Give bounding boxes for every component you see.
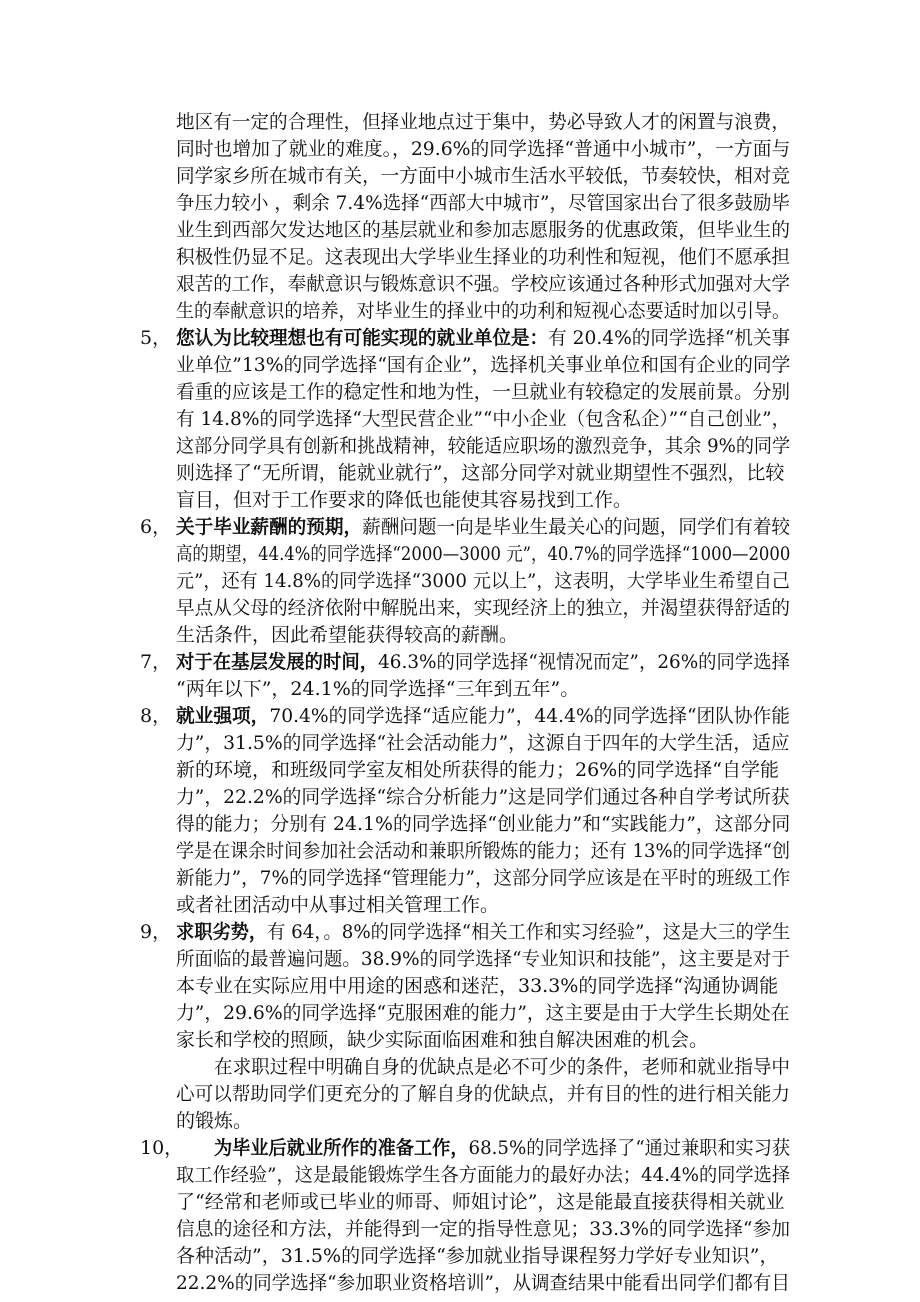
item-heading: 求职劣势，: [176, 921, 268, 943]
list-item-first-line: [176, 515, 790, 539]
text-line: 看重的应该是工作的稳定性和地为性，一旦就业有较稳定的发展前景。分别: [176, 381, 791, 403]
list-item-first-line: [176, 704, 790, 728]
text-line: 本专业在实际应用中用途的困惑和迷茫，33.3%的同学选择“沟通协调能: [176, 975, 779, 997]
text-line: 争压力较小 ，剩余 7.4%选择“西部大中城市”，尽管国家出台了很多鼓励毕: [176, 192, 790, 214]
list-item-first-line: [176, 326, 790, 350]
paragraph-line: 在求职过程中明确自身的优缺点是必不可少的条件，老师和就业指导中: [214, 1056, 790, 1078]
text-line: 生活条件，因此希望能获得较高的薪酬。: [176, 624, 519, 646]
text-line: 这部分同学具有创新和挑战精神，较能适应职场的激烈竞争，其余 9%的同学: [176, 435, 791, 457]
paragraph-line: 的锻炼。: [176, 1110, 253, 1132]
list-number: 8，: [140, 705, 172, 727]
text-line: 得的能力；分别有 24.1%的同学选择“创业能力”和“实践能力”，这部分同: [176, 813, 791, 835]
text-line: 艰苦的工作，奉献意识与锻炼意识不强。学校应该通过各种形式加强对大学: [176, 273, 791, 295]
text-line: 业单位”13%的同学选择“国有企业”，选择机关事业单位和国有企业的同学: [176, 354, 791, 376]
paragraph-line: 心可以帮助同学们更充分的了解自身的优缺点，并有目的性的进行相关能力: [176, 1083, 791, 1105]
text-line: 盲目，但对于工作要求的降低也能使其容易找到工作。: [176, 489, 633, 511]
text-line: 力”，22.2%的同学选择“综合分析能力”这是同学们通过各种自学考试所获: [176, 786, 790, 808]
text-line: 取工作经验”，这是最能锻炼学生各方面能力的最好办法；44.4%的同学选择: [176, 1164, 791, 1186]
text-line: 高的期望，44.4%的同学选择“2000—3000 元”，40.7%的同学选择“1000—2000: [176, 543, 791, 565]
item-heading: 您认为比较理想也有可能实现的就业单位是：: [176, 327, 549, 349]
list-number: 10，: [140, 1137, 184, 1159]
text-line: 所面临的最普遍问题。38.9%的同学选择“专业知识和技能”，这主要是对于: [176, 948, 790, 970]
text-line: 元”，还有 14.8%的同学选择“3000 元以上”，这表明，大学毕业生希望自己: [176, 570, 790, 592]
list-number: 9，: [140, 921, 172, 943]
text-line: 则选择了“无所谓，能就业就行”，这部分同学对就业期望性不强烈，比较: [176, 462, 785, 484]
text-line: 22.2%的同学选择“参加职业资格培训”，从调查结果中能看出同学们都有目: [176, 1272, 790, 1294]
text-line: 新能力”，7%的同学选择“管理能力”，这部分同学应该是在平时的班级工作: [176, 867, 791, 889]
text-line: 早点从父母的经济依附中解脱出来，实现经济上的独立，并渴望获得舒适的: [176, 597, 791, 619]
list-number: 7，: [140, 651, 172, 673]
list-item-first-line: [214, 1136, 790, 1160]
text-line: 有 14.8%的同学选择“大型民营企业”“中小企业（包含私企）”“自己创业”，: [176, 408, 791, 430]
text-line: 同学家乡所在城市有关，一方面中小城市生活水平较低，节奏较快，相对竞: [176, 165, 791, 187]
text-line: 业生到西部欠发达地区的基层就业和参加志愿服务的优惠政策，但毕业生的: [176, 219, 791, 241]
text-line: 积极性仍显不足。这表现出大学毕业生择业的功利性和短视，他们不愿承担: [176, 246, 791, 268]
text-line: 或者社团活动中从事过相关管理工作。: [176, 894, 500, 916]
text-line: 同时也增加了就业的难度。，29.6%的同学选择“普通中小城市”，一方面与: [176, 138, 791, 160]
item-text: 46.3%的同学选择“视情况而定”，26%的同学选择: [378, 651, 791, 673]
item-text: 有 64，。8%的同学选择“相关工作和实习经验”，这是大三的学生: [267, 921, 791, 943]
text-line: 力”，29.6%的同学选择“克服困难的能力”，这主要是由于大学生长期处在: [176, 1002, 790, 1024]
item-text: 70.4%的同学选择“适应能力”，44.4%的同学选择“团队协作能: [269, 705, 790, 727]
list-item-first-line: [176, 920, 790, 944]
text-line: 家长和学校的照顾，缺少实际面临困难和独自解决困难的机会。: [176, 1029, 709, 1051]
item-text: 薪酬问题一向是毕业生最关心的问题，同学们有着较: [362, 516, 791, 538]
text-line: 了“经常和老师或已毕业的师哥、师姐讨论”，这是能最直接获得相关就业: [176, 1191, 785, 1213]
text-line: 力”，31.5%的同学选择“社会活动能力”，这源自于四年的大学生活，适应: [176, 732, 790, 754]
text-line: 生的奉献意识的培养，对毕业生的择业中的功利和短视心态要适时加以引导。: [176, 300, 791, 322]
item-heading: 关于毕业薪酬的预期，: [176, 516, 363, 538]
text-line: 学是在课余时间参加社会活动和兼职所锻炼的能力；还有 13%的同学选择“创: [176, 840, 791, 862]
text-line: 地区有一定的合理性，但择业地点过于集中，势必导致人才的闲置与浪费，: [176, 111, 791, 133]
item-heading: 就业强项，: [176, 705, 270, 727]
item-text: 有 20.4%的同学选择“机关事: [548, 327, 791, 349]
item-heading: 对于在基层发展的时间，: [176, 651, 379, 673]
text-line: “两年以下”，24.1%的同学选择“三年到五年”。: [176, 678, 580, 700]
text-line: 各种活动”，31.5%的同学选择“参加就业指导课程努力学好专业知识”，: [176, 1245, 779, 1267]
text-line: 新的环境，和班级同学室友相处所获得的能力；26%的同学选择“自学能: [176, 759, 779, 781]
item-heading: 为毕业后就业所作的准备工作，: [214, 1137, 469, 1159]
item-text: 68.5%的同学选择了“通过兼职和实习获: [468, 1137, 791, 1159]
list-number: 6，: [140, 516, 172, 538]
text-line: 信息的途径和方法，并能得到一定的指导性意见；33.3%的同学选择“参加: [176, 1218, 791, 1240]
list-item-first-line: [176, 650, 790, 674]
list-number: 5，: [140, 327, 172, 349]
